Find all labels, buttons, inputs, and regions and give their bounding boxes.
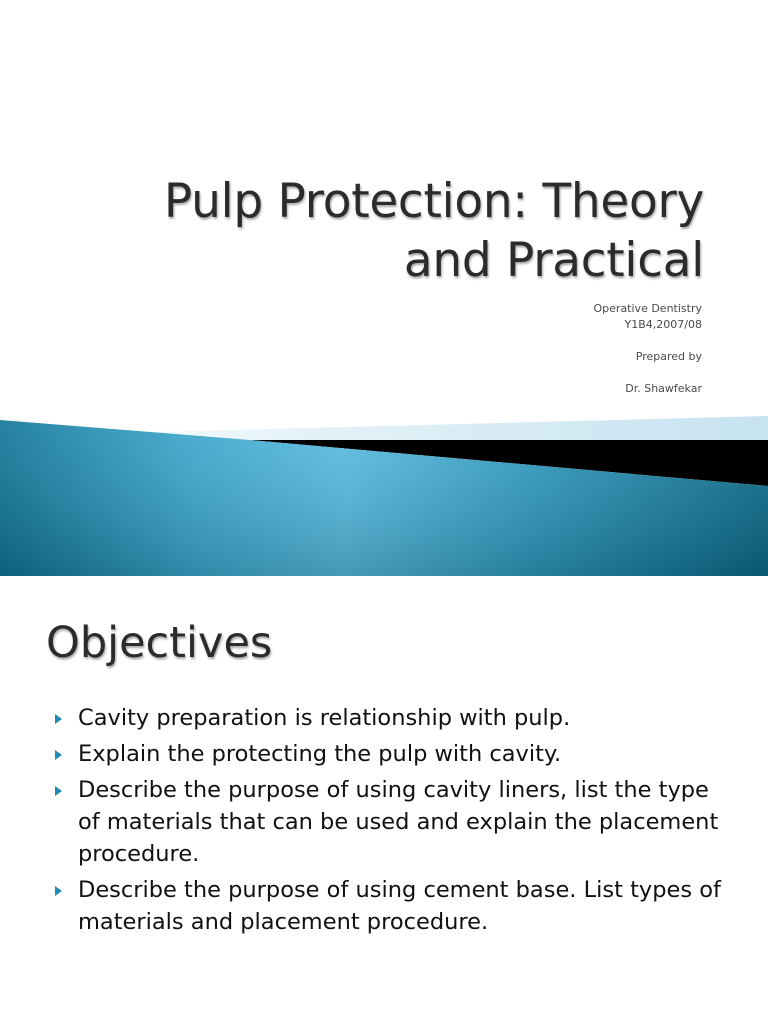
subtitle-line: Y1B4,2007/08 xyxy=(624,318,702,331)
slide-title: Pulp Protection: Theory and Practical xyxy=(163,174,704,288)
slide-divider xyxy=(0,576,768,586)
list-item xyxy=(53,738,733,770)
list-item xyxy=(53,702,733,734)
subtitle-line: Operative Dentistry xyxy=(593,302,702,315)
subtitle-spacer xyxy=(402,365,702,381)
decorative-wave xyxy=(0,408,768,576)
bullet-text: Describe the purpose of using cement base. List types of materials and placement procedure. xyxy=(78,877,721,935)
list-item xyxy=(53,774,733,870)
triangle-right-icon xyxy=(55,886,62,896)
objectives-slide xyxy=(0,586,768,1024)
objectives-list xyxy=(53,702,733,942)
subtitle-line: Dr. Shawfekar xyxy=(625,382,702,395)
subtitle-spacer xyxy=(402,333,702,349)
objectives-title: Objectives xyxy=(46,618,273,668)
list-item xyxy=(53,874,733,938)
slide-subtitle xyxy=(402,301,702,397)
triangle-right-icon xyxy=(55,786,62,796)
triangle-right-icon xyxy=(55,714,62,724)
bullet-text: Explain the protecting the pulp with cavity. xyxy=(78,741,562,767)
subtitle-line: Prepared by xyxy=(635,350,702,363)
bullet-text: Cavity preparation is relationship with pulp. xyxy=(78,705,571,731)
triangle-right-icon xyxy=(55,750,62,760)
bullet-text: Describe the purpose of using cavity liners, list the type of materials that can be used and explain the placement procedure. xyxy=(78,777,719,867)
